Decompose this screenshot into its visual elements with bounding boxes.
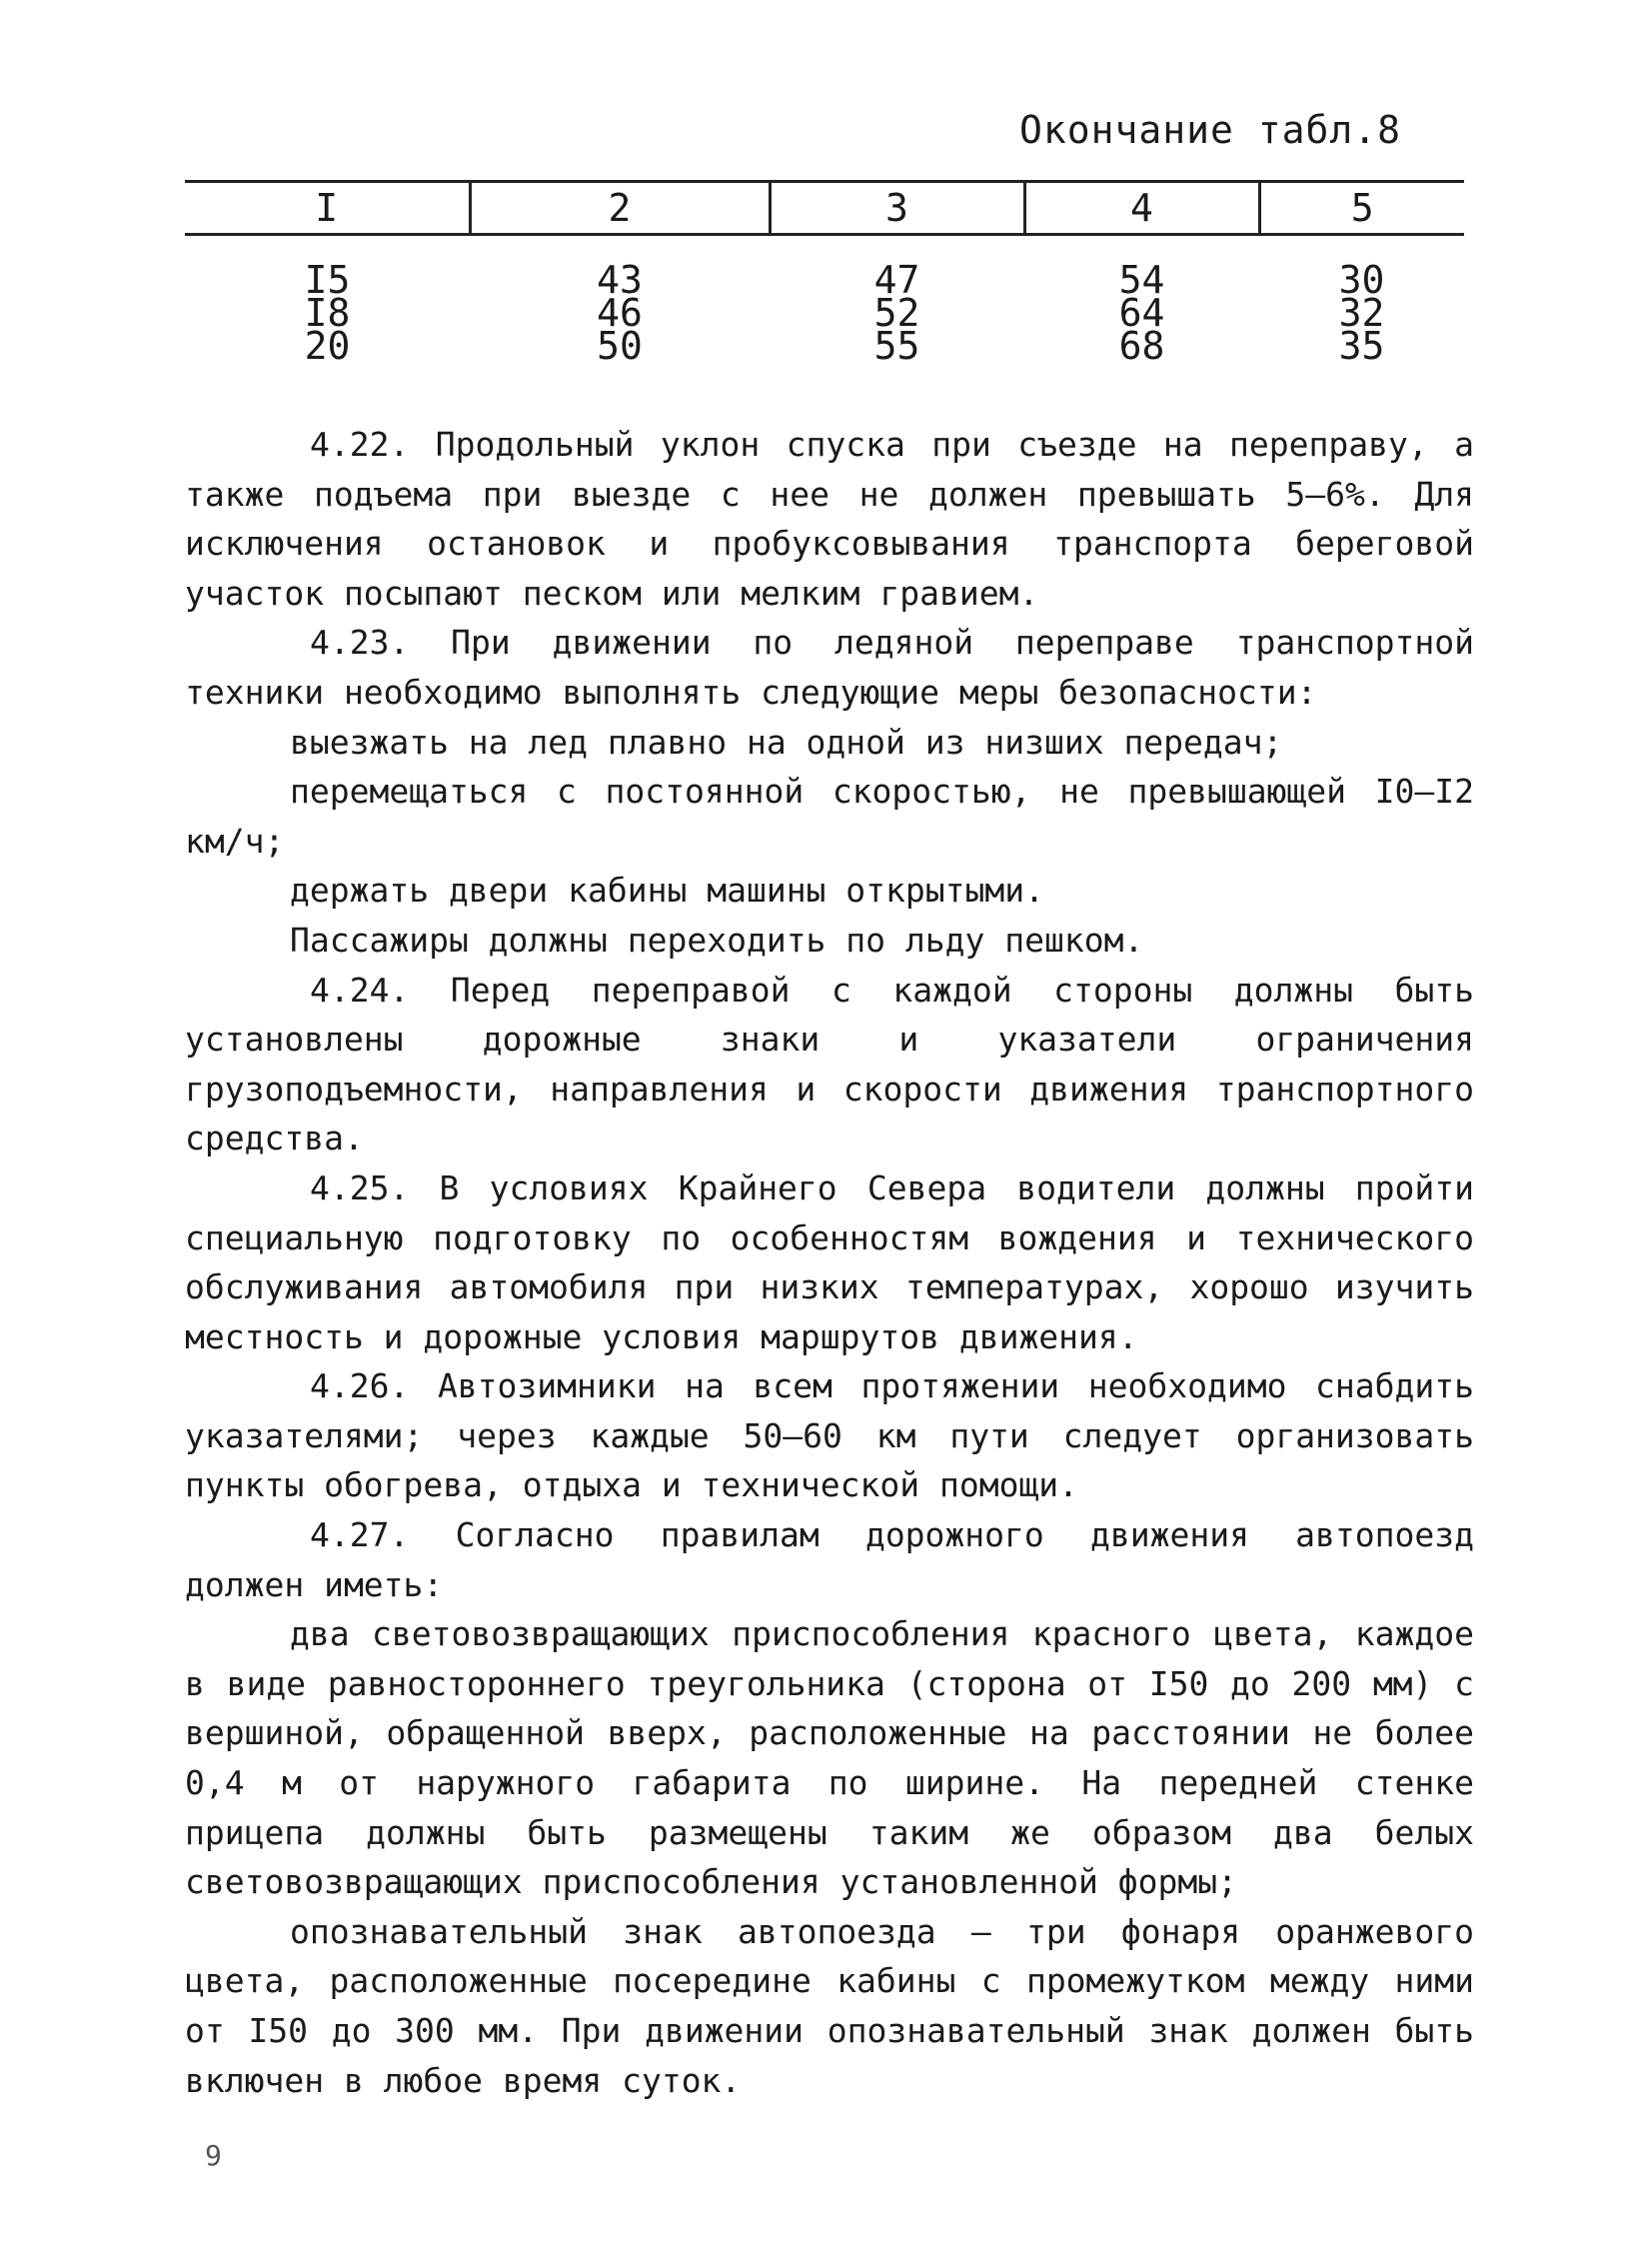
paragraph-4-23: 4.23. При движении по ледяной переправе транспортной техники необходимо выполнять следующие меры безопасности: [185,623,1474,712]
table-cell: I8 [304,291,351,335]
list-item: держать двери кабины машины открытыми. [290,871,1044,911]
paragraph-4-22: 4.22. Продольный уклон спуска при съезде на переправу, а также подъема при выезде с нее не должен превышать 5–6%. Для исключения остановок и пробуксовывания транспорта береговой участок посыпают песком или мелким гравием. [185,425,1474,613]
list-item: перемещаться с постоянной скоростью, не превышающей I0–I2 км/ч; [185,772,1474,861]
table-cell: 43 [597,258,643,302]
table-row [185,330,1464,363]
table-cell: 64 [1118,291,1165,335]
list-item: два световозвращающих приспособления красного цвета, каждое в виде равностороннего треугольника (сторона от I50 до 200 мм) с вершиной, обращенной вверх, расположенные на расстоянии не более 0,4 м от наружного габарита по ширине. На передней стенке прицепа должны быть размещены таким же образом два белых световозвращающих приспособления установленной формы; [185,1614,1474,1902]
table-cell: 20 [304,324,351,368]
paragraph-4-24: 4.24. Перед переправой с каждой стороны должны быть установлены дорожные знаки и указатели ограничения грузоподъемности, направления и скорости движения транспортного средства. [185,970,1474,1158]
list-item: Пассажиры должны переходить по льду пешком. [290,920,1144,960]
paragraph-4-26: 4.26. Автозимники на всем протяжении необходимо снабдить указателями; через каждые 50–60 км пути следует организовать пункты обогрева, отдыха и технической помощи. [185,1366,1474,1505]
table-cell: 32 [1338,291,1385,335]
column-header: 5 [1259,182,1464,235]
table-cell: 35 [1338,324,1385,368]
table-cell: 47 [873,258,920,302]
column-header: I [315,186,339,230]
table-cell: 68 [1118,324,1165,368]
table-cell: 46 [597,291,643,335]
table-cell: 30 [1338,258,1385,302]
column-header: 4 [1024,182,1259,235]
table-cell: 52 [873,291,920,335]
table-row [185,297,1464,330]
data-table [185,180,1464,368]
table-header-row [185,182,1464,235]
list-item: выезжать на лед плавно на одной из низших передач; [290,722,1283,762]
column-header: 3 [770,182,1024,235]
table-row [185,235,1464,298]
table-container [185,180,1464,368]
table-caption: Окончание табл.8 [1019,108,1402,152]
column-header: 2 [470,182,770,235]
paragraph-4-25: 4.25. В условиях Крайнего Севера водители должны пройти специальную подготовку по особенностям вождения и технического обслуживания автомобиля при низких температурах, хорошо изучить местность и дорожные условия маршрутов движения. [185,1167,1474,1356]
list-item: опознавательный знак автопоезда – три фонаря оранжевого цвета, расположенные посередине кабины с промежутком между ними от I50 до 300 мм. При движении опознавательный знак должен быть включен в любое время суток. [185,1911,1474,2100]
table-cell: 55 [873,324,920,368]
table-cell: 50 [597,324,643,368]
paragraph-4-27: 4.27. Согласно правилам дорожного движения автопоезд должен иметь: [185,1515,1474,1604]
table-cell: 54 [1118,258,1165,302]
page-number: 9 [205,2139,222,2172]
table-cell: I5 [304,258,351,302]
body-text [185,420,1474,2105]
